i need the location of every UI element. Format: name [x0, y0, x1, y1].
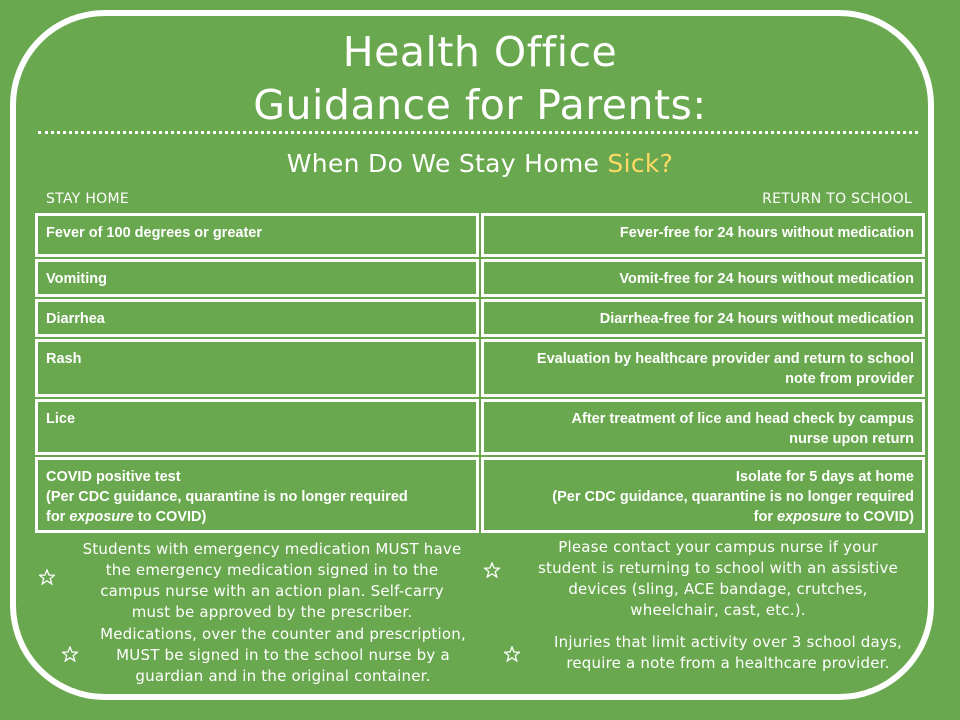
note-line: guardian and in the original container.: [135, 667, 431, 685]
table-row: [35, 399, 925, 455]
cell-text: Lice: [46, 411, 76, 427]
cell-text: note from provider: [785, 371, 914, 387]
cell-text: Fever of 100 degrees or greater: [46, 225, 262, 241]
cell-text: Fever-free for 24 hours without medication: [619, 225, 914, 241]
cell-text-italic-line: [492, 507, 914, 527]
note-line: wheelchair, cast, etc.).: [630, 601, 806, 619]
text-part: to COVID): [133, 509, 207, 525]
star-icon: [62, 646, 78, 662]
note-assistive-devices: [506, 537, 930, 621]
text-part: for: [753, 509, 778, 525]
cell-text: Diarrhea: [46, 311, 105, 327]
table-row: [35, 457, 925, 533]
note-line: the emergency medication signed in to the: [105, 561, 439, 579]
stay-home-cell: [35, 457, 479, 533]
note-medications: [82, 624, 484, 687]
cell-text: Rash: [46, 351, 82, 367]
note-line: campus nurse with an action plan. Self-carry: [100, 582, 444, 600]
cell-text: Evaluation by healthcare provider and return to school: [536, 351, 914, 367]
stay-home-cell: [35, 299, 479, 337]
text-emphasis: exposure: [777, 509, 842, 525]
cell-text: nurse upon return: [789, 431, 914, 447]
page-title-line-2: Guidance for Parents:: [253, 81, 707, 129]
return-cell: [481, 457, 925, 533]
note-line: require a note from a healthcare provider.: [566, 654, 890, 672]
note-line: must be approved by the prescriber.: [131, 603, 413, 621]
table-row: [35, 339, 925, 397]
table-row: [35, 259, 925, 297]
column-header-return-to-school: RETURN TO SCHOOL: [762, 191, 912, 207]
cell-text: Isolate for 5 days at home: [735, 469, 914, 485]
star-icon: [504, 646, 520, 662]
cell-text: (Per CDC guidance, quarantine is no longer required: [552, 489, 914, 505]
cell-text-italic-line: [46, 507, 468, 527]
star-icon: [484, 562, 500, 578]
table-row: [35, 299, 925, 337]
stay-home-cell: [35, 213, 479, 257]
note-line: MUST be signed in to the school nurse by a: [116, 646, 450, 664]
return-cell: [481, 299, 925, 337]
text-emphasis: exposure: [69, 509, 134, 525]
cell-text: Diarrhea-free for 24 hours without medication: [599, 311, 914, 327]
table-row: [35, 213, 925, 257]
cell-text: Vomiting: [46, 271, 107, 287]
dotted-divider: [38, 131, 918, 134]
cell-text: (Per CDC guidance, quarantine is no longer required: [46, 489, 408, 505]
note-line: Students with emergency medication MUST have: [82, 540, 462, 558]
subtitle-accent: Sick?: [607, 149, 674, 178]
stay-home-cell: [35, 399, 479, 455]
text-part: to COVID): [841, 509, 914, 525]
stay-home-cell: [35, 339, 479, 397]
note-line: Please contact your campus nurse if your: [558, 538, 878, 556]
text-part: for: [46, 509, 70, 525]
note-injuries: [526, 632, 930, 674]
note-emergency-medication: [60, 539, 484, 623]
note-line: devices (sling, ACE bandage, crutches,: [568, 580, 868, 598]
return-cell: [481, 213, 925, 257]
return-cell: [481, 399, 925, 455]
cell-text: COVID positive test: [46, 469, 181, 485]
note-line: student is returning to school with an assistive: [538, 559, 898, 577]
subtitle-text: When Do We Stay Home: [286, 149, 608, 178]
star-icon: [39, 569, 55, 585]
stay-home-cell: [35, 259, 479, 297]
cell-text: Vomit-free for 24 hours without medication: [619, 271, 914, 287]
return-cell: [481, 259, 925, 297]
note-line: Injuries that limit activity over 3 school days,: [554, 633, 902, 651]
note-line: Medications, over the counter and prescription,: [100, 625, 466, 643]
page-title-line-1: Health Office: [342, 28, 618, 76]
page-subtitle: [0, 146, 960, 182]
return-cell: [481, 339, 925, 397]
column-header-stay-home: STAY HOME: [46, 191, 130, 207]
cell-text: After treatment of lice and head check by campus: [571, 411, 914, 427]
